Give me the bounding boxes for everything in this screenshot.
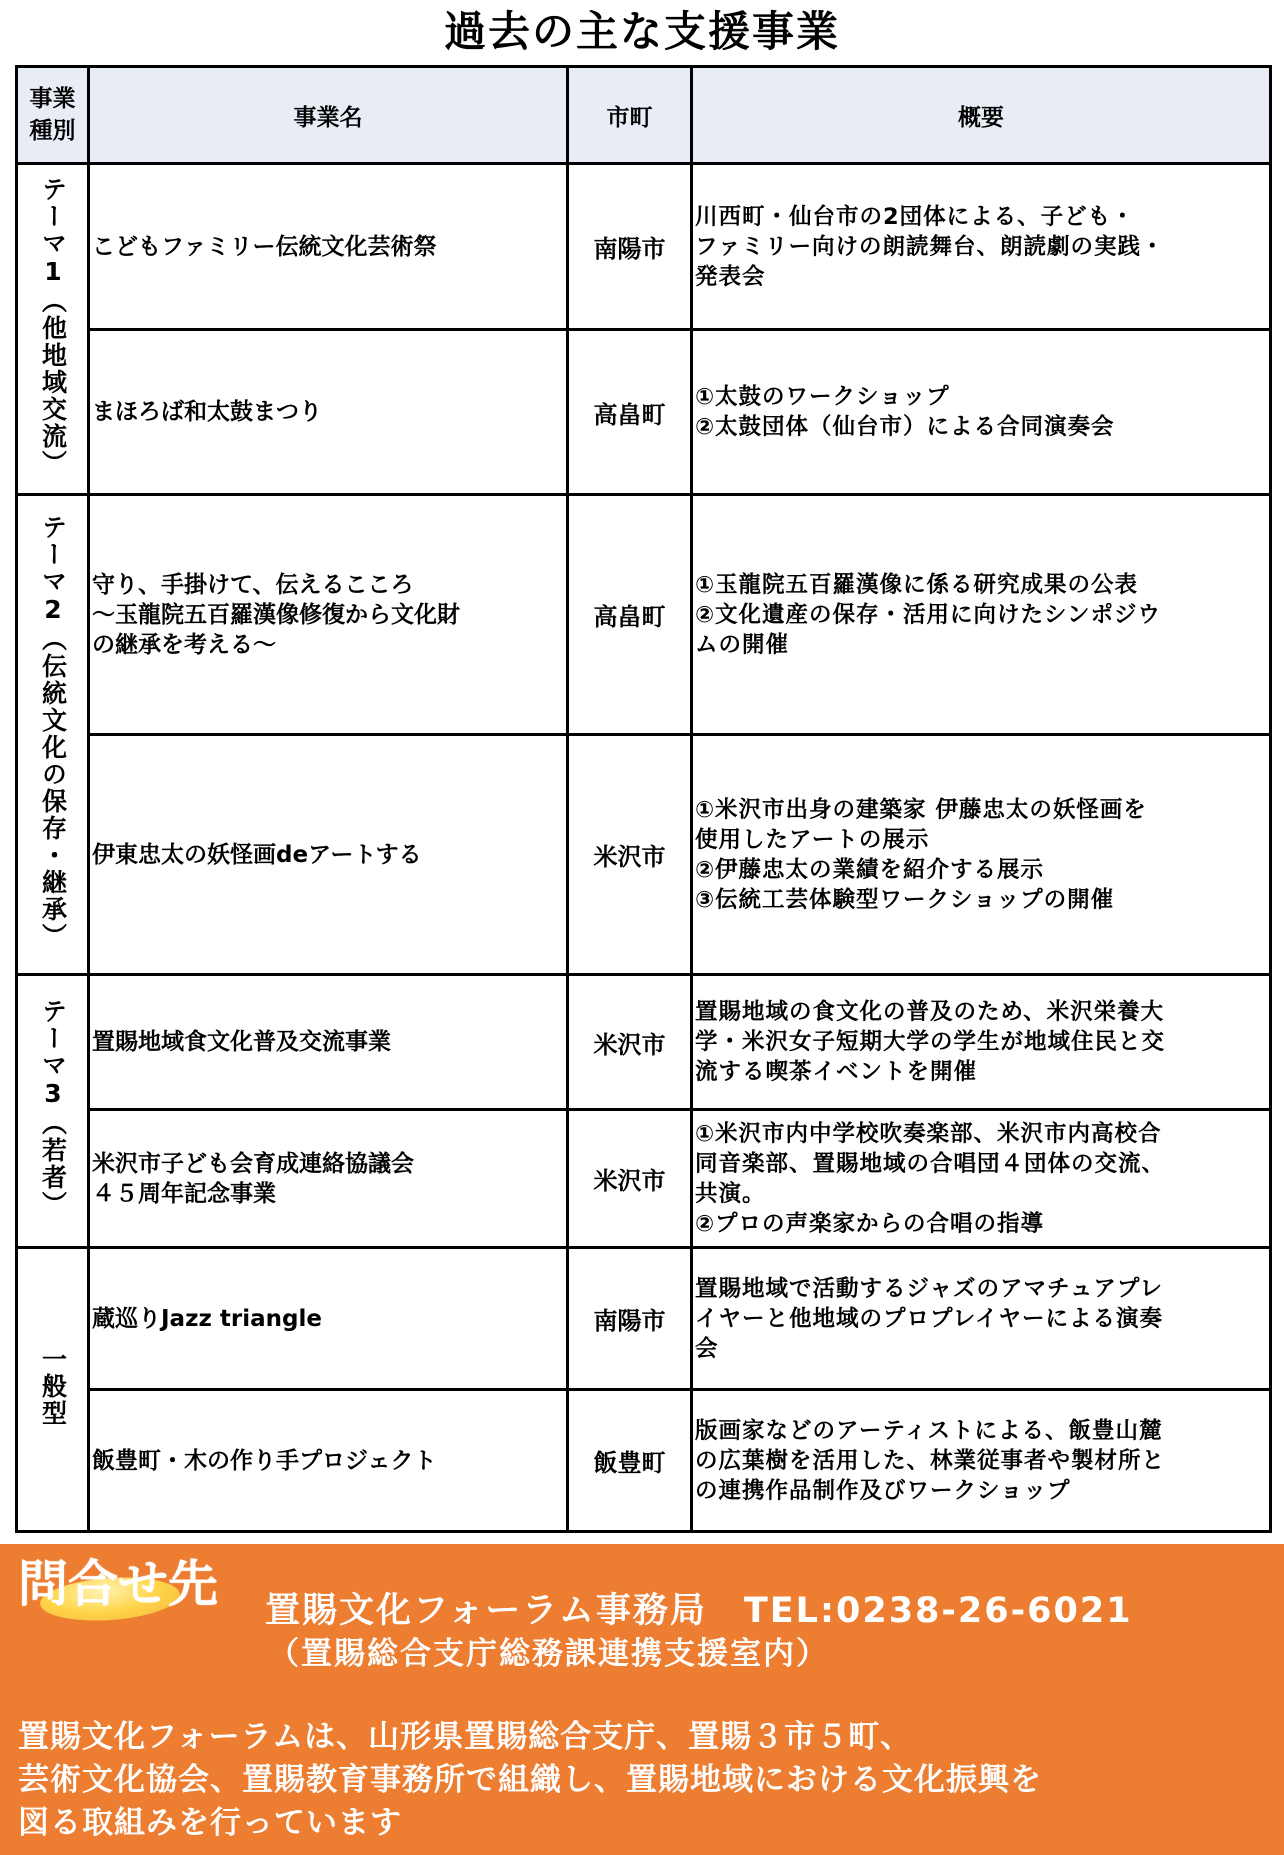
- project-name: 蔵巡りJazz triangle: [89, 1248, 568, 1390]
- project-summary: 置賜地域の食文化の普及のため、米沢栄養大 学・米沢女子短期大学の学生が地域住民と交 流する喫茶イベントを開催: [692, 975, 1271, 1110]
- project-name: こどもファミリー伝統文化芸術祭: [89, 164, 568, 330]
- project-summary: ①米沢市内中学校吹奏楽部、米沢市内高校合 同音楽部、置賜地域の合唱団４団体の交流、 共演。 ②プロの声楽家からの合唱の指導: [692, 1110, 1271, 1248]
- project-name: 米沢市子ども会育成連絡協議会 ４５周年記念事業: [89, 1110, 568, 1248]
- projects-table: [15, 65, 1272, 1533]
- project-name: 伊東忠太の妖怪画deアートする: [89, 735, 568, 975]
- project-city: 南陽市: [568, 164, 692, 330]
- project-city: 高畠町: [568, 495, 692, 735]
- project-summary: 置賜地域で活動するジャズのアマチュアプレ イヤーと他地域のプロプレイヤーによる演奏 会: [692, 1248, 1271, 1390]
- table-row: [17, 975, 1271, 1110]
- header-type: 事業 種別: [17, 67, 89, 164]
- project-summary: ①玉龍院五百羅漢像に係る研究成果の公表 ②文化遺産の保存・活用に向けたシンポジウ ムの開催: [692, 495, 1271, 735]
- contact-office-location: （置賜総合支庁総務課連携支援室内）: [268, 1636, 829, 1672]
- table-row: [17, 1390, 1271, 1532]
- header-summary: 概要: [692, 67, 1271, 164]
- forum-description: 置賜文化フォーラムは、山形県置賜総合支庁、置賜３市５町、 芸術文化協会、置賜教育事務所で組織し、置賜地域における文化振興を 図る取組みを行っています: [18, 1719, 1042, 1841]
- table-row: [17, 1110, 1271, 1248]
- project-name: 飯豊町・木の作り手プロジェクト: [89, 1390, 568, 1532]
- type-cell-general: 一般型: [17, 1248, 89, 1532]
- project-city: 米沢市: [568, 975, 692, 1110]
- header-name: 事業名: [89, 67, 568, 164]
- project-summary: 川西町・仙台市の2団体による、子ども・ ファミリー向けの朗読舞台、朗読劇の実践・ 発表会: [692, 164, 1271, 330]
- table-row: [17, 330, 1271, 495]
- type-cell-theme1: テーマ1（他地域交流）: [17, 164, 89, 495]
- project-summary: ①米沢市出身の建築家 伊藤忠太の妖怪画を 使用したアートの展示 ②伊藤忠太の業績を紹介する展示 ③伝統工芸体験型ワークショップの開催: [692, 735, 1271, 975]
- type-cell-theme2: テーマ2（伝統文化の保存・継承）: [17, 495, 89, 975]
- project-summary: 版画家などのアーティストによる、飯豊山麓 の広葉樹を活用した、林業従事者や製材所と の連携作品制作及びワークショップ: [692, 1390, 1271, 1532]
- project-city: 高畠町: [568, 330, 692, 495]
- type-cell-theme3: テーマ3（若者）: [17, 975, 89, 1248]
- project-city: 南陽市: [568, 1248, 692, 1390]
- table-row: [17, 1248, 1271, 1390]
- project-name: 守り、手掛けて、伝えるこころ ～玉龍院五百羅漢像修復から文化財 の継承を考える～: [89, 495, 568, 735]
- project-name: まほろば和太鼓まつり: [89, 330, 568, 495]
- project-summary: ①太鼓のワークショップ ②太鼓団体（仙台市）による合同演奏会: [692, 330, 1271, 495]
- contact-label: 問合せ先: [18, 1555, 218, 1613]
- contact-panel: [0, 1544, 1284, 1855]
- table-row: [17, 735, 1271, 975]
- page-title: 過去の主な支援事業: [443, 7, 840, 56]
- header-city: 市町: [568, 67, 692, 164]
- project-city: 飯豊町: [568, 1390, 692, 1532]
- table-header-row: [17, 67, 1271, 164]
- contact-office-phone: 置賜文化フォーラム事務局 TEL:0238-26-6021: [265, 1591, 1133, 1631]
- table-row: [17, 164, 1271, 330]
- project-city: 米沢市: [568, 1110, 692, 1248]
- project-city: 米沢市: [568, 735, 692, 975]
- table-row: [17, 495, 1271, 735]
- project-name: 置賜地域食文化普及交流事業: [89, 975, 568, 1110]
